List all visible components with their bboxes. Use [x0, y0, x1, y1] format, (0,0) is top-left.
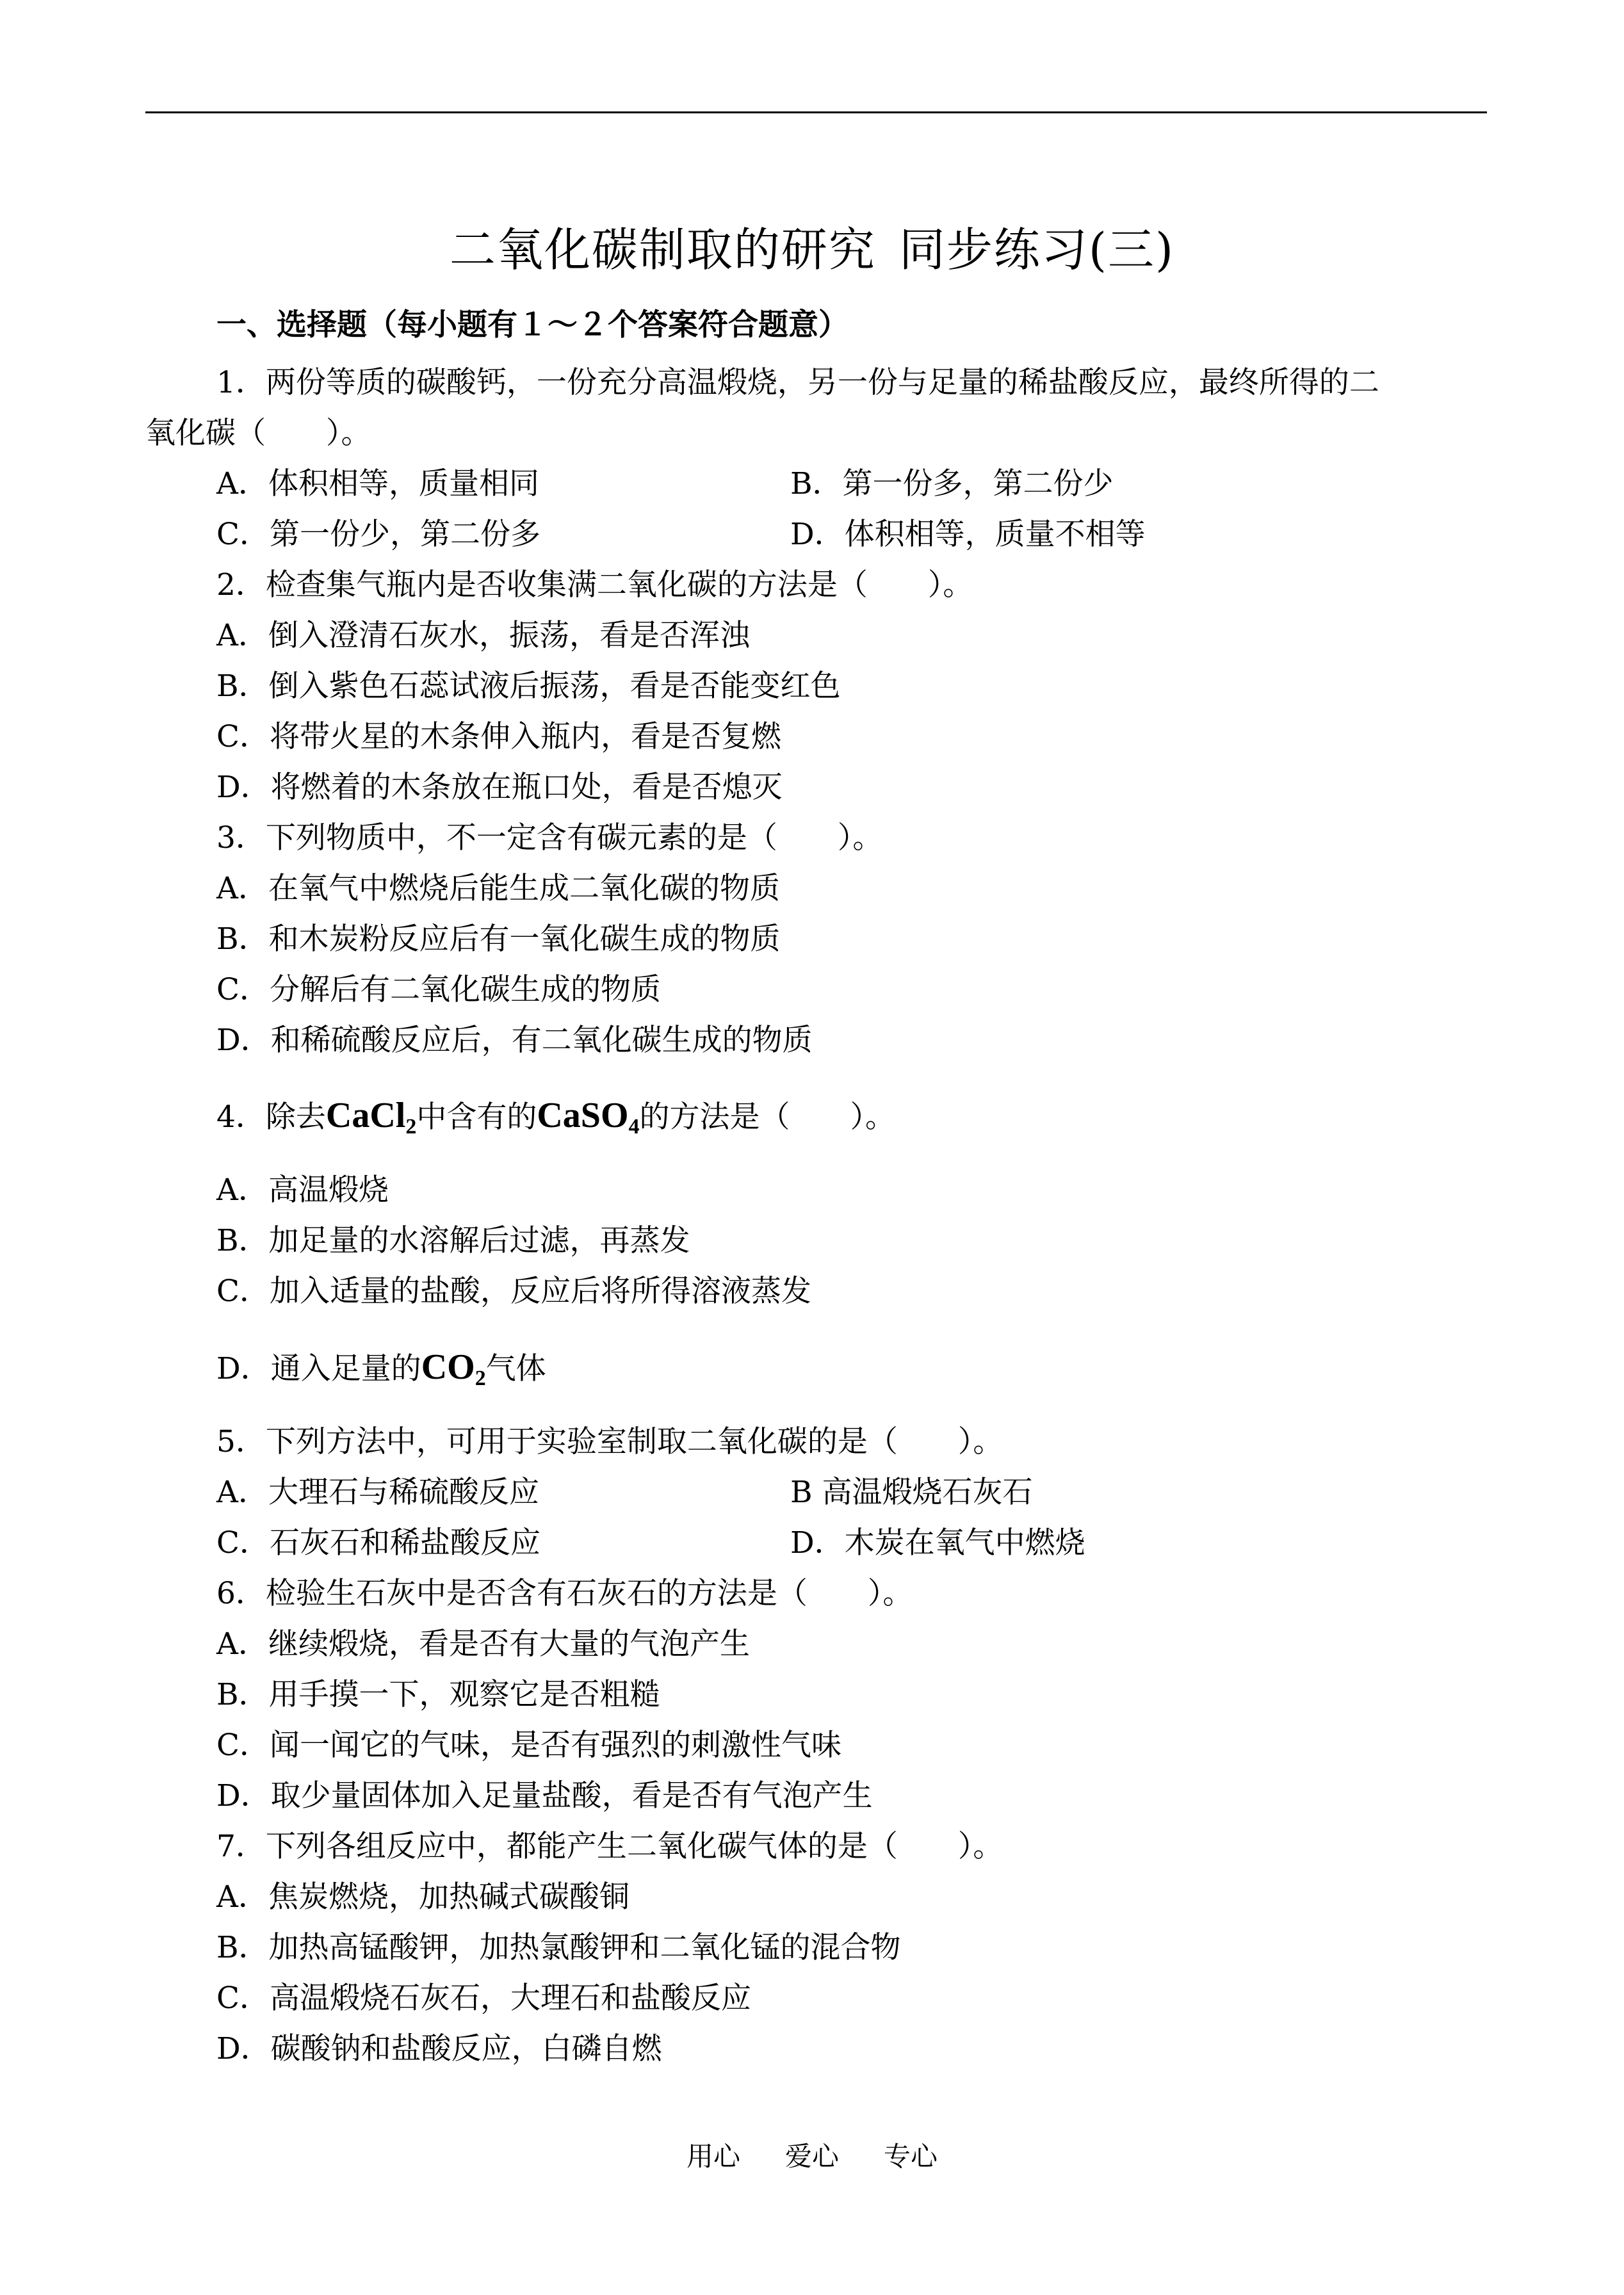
- question-3-option-a: A．在氧气中燃烧后能生成二氧化碳的物质: [216, 871, 780, 906]
- question-4-stem: [216, 1096, 895, 1137]
- title-main: 二氧化碳制取的研究: [449, 223, 876, 277]
- formula-cacl2-subscript: 2: [405, 1115, 417, 1139]
- question-7-option-c: C．高温煅烧石灰石，大理石和盐酸反应: [216, 1981, 751, 2016]
- question-3-option-c: C．分解后有二氧化碳生成的物质: [216, 972, 661, 1007]
- question-6-option-c: C．闻一闻它的气味，是否有强烈的刺激性气味: [216, 1728, 841, 1763]
- question-5-option-b: B 高温煅烧石灰石: [790, 1475, 1033, 1510]
- question-5-option-a: A．大理石与稀硫酸反应: [216, 1475, 539, 1510]
- formula-caso4-base: CaSO: [537, 1096, 629, 1135]
- question-4-option-c: C．加入适量的盐酸，反应后将所得溶液蒸发: [216, 1274, 811, 1309]
- question-4-option-d: [216, 1348, 546, 1388]
- question-7-option-d: D．碳酸钠和盐酸反应，白磷自燃: [216, 2031, 662, 2066]
- section-heading: 一、选择题（每小题有１～２个答案符合题意）: [216, 307, 849, 343]
- footer-item: 专心: [884, 2141, 938, 2172]
- question-6-option-b: B．用手摸一下，观察它是否粗糙: [216, 1677, 660, 1712]
- question-2-option-a: A．倒入澄清石灰水，振荡，看是否浑浊: [216, 618, 750, 653]
- question-7-stem: 7．下列各组反应中，都能产生二氧化碳气体的是（ ）。: [216, 1829, 1003, 1864]
- question-1-stem: 1．两份等质的碳酸钙，一份充分高温煅烧，另一份与足量的稀盐酸反应，最终所得的二: [216, 365, 1379, 400]
- question-5-option-d: D．木炭在氧气中燃烧: [790, 1525, 1085, 1561]
- question-3-stem: 3．下列物质中，不一定含有碳元素的是（ ）。: [216, 820, 883, 856]
- question-3-option-d: D．和稀硫酸反应后，有二氧化碳生成的物质: [216, 1023, 813, 1058]
- question-5-stem: 5．下列方法中，可用于实验室制取二氧化碳的是（ ）。: [216, 1424, 1003, 1459]
- question-6-option-a: A．继续煅烧，看是否有大量的气泡产生: [216, 1626, 750, 1662]
- formula-caso4: [537, 1096, 640, 1139]
- question-1-option-a: A．体积相等，质量相同: [216, 466, 539, 501]
- question-2-option-d: D．将燃着的木条放在瓶口处，看是否熄灭: [216, 770, 783, 805]
- question-3-option-b: B．和木炭粉反应后有一氧化碳生成的物质: [216, 921, 781, 957]
- question-4-stem-pre: 4．除去: [216, 1099, 326, 1135]
- question-4-stem-mid: 中含有的: [416, 1099, 537, 1135]
- question-1-stem-cont: 氧化碳（ ）。: [145, 416, 371, 451]
- page-title: [0, 221, 1624, 279]
- formula-caso4-subscript: 4: [628, 1115, 640, 1139]
- question-1-option-b: B．第一份多，第二份少: [790, 466, 1114, 501]
- formula-co2: [421, 1347, 486, 1390]
- question-4-option-a: A．高温煅烧: [216, 1172, 389, 1208]
- question-7-option-b: B．加热高锰酸钾，加热氯酸钾和二氧化锰的混合物: [216, 1930, 901, 1965]
- question-2-option-c: C．将带火星的木条伸入瓶内，看是否复燃: [216, 719, 781, 754]
- formula-co2-base: CO: [421, 1347, 475, 1387]
- question-1-option-d: D．体积相等，质量不相等: [790, 517, 1146, 552]
- question-4-option-b: B．加足量的水溶解后过滤，再蒸发: [216, 1223, 690, 1258]
- footer-item: 爱心: [784, 2141, 839, 2172]
- question-4-option-d-pre: D．通入足量的: [216, 1351, 421, 1386]
- question-6-stem: 6．检验生石灰中是否含有石灰石的方法是（ ）。: [216, 1576, 913, 1611]
- question-7-option-a: A．焦炭燃烧，加热碱式碳酸铜: [216, 1879, 629, 1915]
- question-4-option-d-post: 气体: [485, 1351, 546, 1386]
- formula-cacl2-base: CaCl: [325, 1096, 406, 1135]
- page-footer: [0, 2139, 1624, 2175]
- question-4-stem-post: 的方法是（ ）。: [639, 1099, 896, 1135]
- question-6-option-d: D．取少量固体加入足量盐酸，看是否有气泡产生: [216, 1778, 873, 1813]
- footer-item: 用心: [686, 2141, 740, 2172]
- header-rule: [145, 111, 1487, 113]
- question-2-stem: 2．检查集气瓶内是否收集满二氧化碳的方法是（ ）。: [216, 567, 973, 603]
- title-sub: 同步练习(三): [898, 223, 1175, 277]
- question-2-option-b: B．倒入紫色石蕊试液后振荡，看是否能变红色: [216, 669, 841, 704]
- question-1-option-c: C．第一份少，第二份多: [216, 517, 540, 552]
- formula-co2-subscript: 2: [475, 1366, 486, 1390]
- formula-cacl2: [325, 1096, 417, 1139]
- question-5-option-c: C．石灰石和稀盐酸反应: [216, 1525, 540, 1561]
